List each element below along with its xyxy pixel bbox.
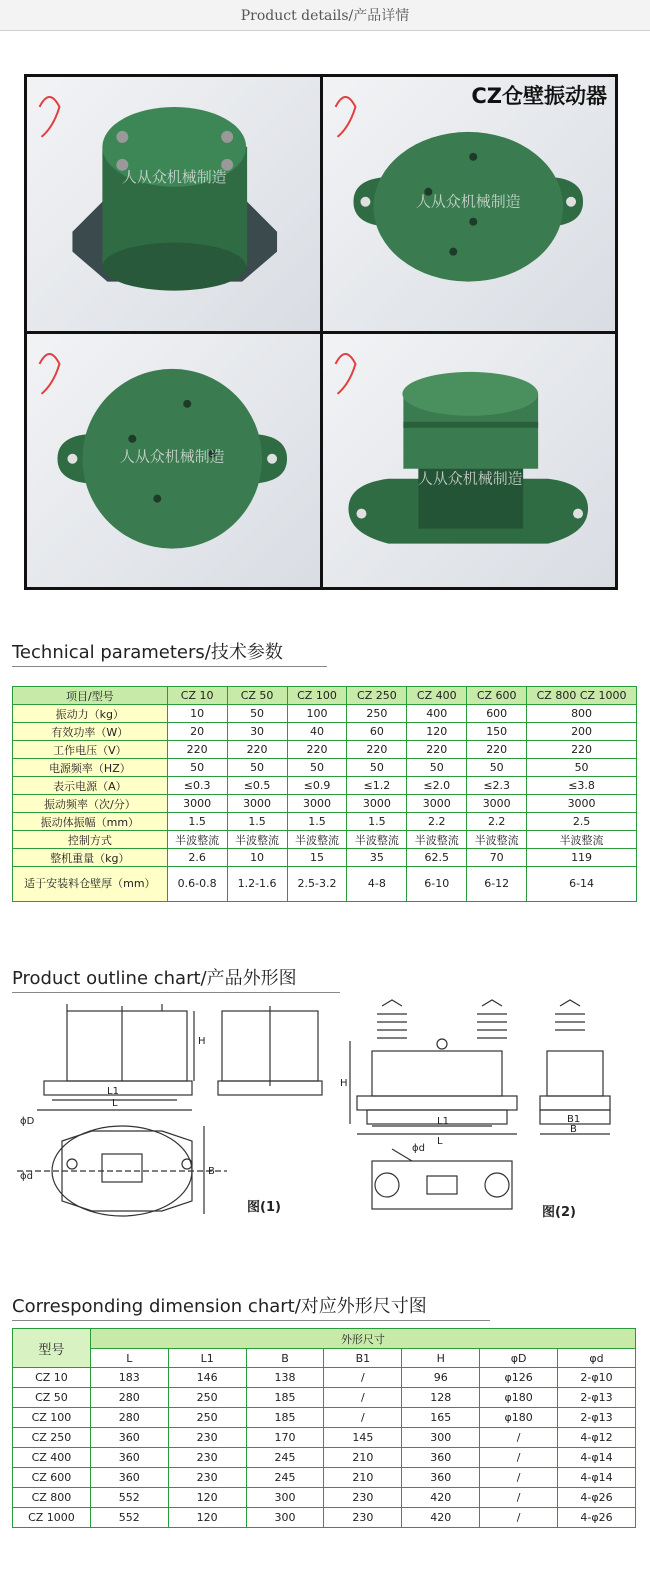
product-photo-2[interactable] [323,77,616,331]
label-L1: L1 [107,1086,119,1097]
dim-value: 4-φ12 [558,1428,636,1448]
dim-col-header: H [402,1349,480,1368]
param-value: 2.2 [467,813,527,831]
device-image-dome-angle [27,334,320,588]
param-value: 50 [467,759,527,777]
label-B-fig2: B [570,1124,577,1135]
product-photo-4[interactable] [323,334,616,588]
dims-header-row [13,1329,636,1349]
param-value: 120 [407,723,467,741]
label-H-fig2: H [340,1078,348,1089]
dim-value: 420 [402,1508,480,1528]
dim-value: 185 [246,1388,324,1408]
figure-1-caption: 图(1) [247,1200,281,1215]
svg-text:人从众机械制造: 人从众机械制造 [417,469,523,488]
table-row [13,759,637,777]
table-row [13,867,637,902]
label-phiD: ϕD [20,1116,35,1127]
dim-col-header: φD [480,1349,558,1368]
outline-drawing [12,996,638,1232]
param-label: 适于安装料仓壁厚（mm） [13,867,168,902]
params-header-cell: CZ 800 CZ 1000 [527,687,637,705]
dim-value: 210 [324,1468,402,1488]
params-header-cell: CZ 10 [167,687,227,705]
param-value: 半波整流 [527,831,637,849]
table-row [13,741,637,759]
dim-model: CZ 600 [13,1468,91,1488]
heading-underline [12,992,340,993]
param-value: 2.5-3.2 [287,867,347,902]
svg-text:人从众机械制造: 人从众机械制造 [119,447,225,466]
dim-col-header: L1 [168,1349,246,1368]
dim-value: φ180 [480,1388,558,1408]
param-label: 表示电源（A） [13,777,168,795]
param-label: 振动力（kg） [13,705,168,723]
param-value: 15 [287,849,347,867]
dim-value: 250 [168,1388,246,1408]
page-title: Product details/产品详情 [240,8,410,24]
param-value: 220 [287,741,347,759]
label-L: L [112,1098,118,1109]
dim-col-header: φd [558,1349,636,1368]
param-label: 电源频率（HZ） [13,759,168,777]
param-value: 半波整流 [347,831,407,849]
svg-text:人从众机械制造: 人从众机械制造 [415,192,521,211]
dim-value: 170 [246,1428,324,1448]
dim-value: 552 [90,1488,168,1508]
param-value: 220 [467,741,527,759]
dim-value: 210 [324,1448,402,1468]
outline-svg [12,996,638,1232]
param-value: 1.2-1.6 [227,867,287,902]
param-value: 3000 [467,795,527,813]
dim-value: 4-φ26 [558,1508,636,1528]
technical-parameters-heading: Technical parameters/技术参数 [12,638,327,667]
param-value: ≤0.5 [227,777,287,795]
param-value: 600 [467,705,527,723]
param-value: 0.6-0.8 [167,867,227,902]
figure-2-caption: 图(2) [542,1205,576,1220]
dim-model: CZ 250 [13,1428,91,1448]
param-value: 30 [227,723,287,741]
dim-value: 245 [246,1448,324,1468]
dim-value: 300 [246,1488,324,1508]
dim-model: CZ 10 [13,1368,91,1388]
param-value: 400 [407,705,467,723]
dim-value: / [324,1408,402,1428]
heading-underline [12,666,327,667]
table-row [13,777,637,795]
param-value: 62.5 [407,849,467,867]
dim-value: 128 [402,1388,480,1408]
dim-value: 552 [90,1508,168,1528]
dim-value: 2-φ10 [558,1368,636,1388]
model-header: 型号 [13,1329,91,1368]
dim-value: φ126 [480,1368,558,1388]
params-header-cell: CZ 250 [347,687,407,705]
table-row [13,1488,636,1508]
table-row [13,1388,636,1408]
dim-value: 360 [90,1468,168,1488]
param-value: 35 [347,849,407,867]
label-B1: B1 [567,1114,581,1125]
device-image-side [323,334,616,588]
dim-value: / [324,1388,402,1408]
dim-value: 360 [402,1468,480,1488]
dim-value: 420 [402,1488,480,1508]
table-row [13,1408,636,1428]
technical-parameters-table [12,686,637,902]
dim-model: CZ 50 [13,1388,91,1408]
param-value: 200 [527,723,637,741]
param-value: 250 [347,705,407,723]
param-value: 800 [527,705,637,723]
dimension-table [12,1328,636,1528]
param-value: 40 [287,723,347,741]
outer-dimensions-header: 外形尺寸 [90,1329,635,1349]
table-row [13,795,637,813]
dim-value: 360 [90,1448,168,1468]
dim-value: 280 [90,1408,168,1428]
param-value: 4-8 [347,867,407,902]
label-B: B [208,1166,215,1177]
param-value: 6-12 [467,867,527,902]
dim-value: 4-φ26 [558,1488,636,1508]
dim-value: 146 [168,1368,246,1388]
dim-value: 185 [246,1408,324,1428]
table-row [13,705,637,723]
param-value: 119 [527,849,637,867]
param-value: 220 [167,741,227,759]
param-value: 100 [287,705,347,723]
label-L-fig2: L [437,1136,443,1147]
dim-value: 250 [168,1408,246,1428]
param-label: 有效功率（W） [13,723,168,741]
param-value: 50 [287,759,347,777]
table-row [13,1368,636,1388]
param-value: ≤0.9 [287,777,347,795]
svg-text:人从众机械制造: 人从众机械制造 [121,167,227,186]
param-value: 10 [167,705,227,723]
param-label: 振动频率（次/分） [13,795,168,813]
params-header-row [13,687,637,705]
top-bar [0,0,650,31]
heading-underline [12,1320,490,1321]
param-value: 1.5 [347,813,407,831]
label-H: H [198,1036,206,1047]
dim-value: 96 [402,1368,480,1388]
param-value: 1.5 [227,813,287,831]
dim-value: / [480,1428,558,1448]
table-row [13,1468,636,1488]
param-value: 2.2 [407,813,467,831]
param-value: 150 [467,723,527,741]
dim-value: 360 [402,1448,480,1468]
param-value: 1.5 [287,813,347,831]
param-value: 1.5 [167,813,227,831]
dim-col-header: B [246,1349,324,1368]
param-value: 6-14 [527,867,637,902]
param-value: 半波整流 [287,831,347,849]
product-photo-1[interactable] [27,77,320,331]
param-value: 3000 [287,795,347,813]
table-row [13,1508,636,1528]
param-value: 50 [347,759,407,777]
dim-value: 300 [402,1428,480,1448]
product-photo-3[interactable] [27,334,320,588]
label-phid-fig2: ϕd [412,1143,425,1154]
param-value: 3000 [227,795,287,813]
dim-value: 280 [90,1388,168,1408]
params-header-cell: 项目/型号 [13,687,168,705]
dim-value: 2-φ13 [558,1408,636,1428]
dim-col-header: B1 [324,1349,402,1368]
dim-value: φ180 [480,1408,558,1428]
param-value: 10 [227,849,287,867]
dim-value: 230 [168,1468,246,1488]
dim-value: 2-φ13 [558,1388,636,1408]
params-header-cell: CZ 100 [287,687,347,705]
dim-value: 120 [168,1508,246,1528]
param-label: 控制方式 [13,831,168,849]
param-value: 3000 [347,795,407,813]
param-value: 50 [227,705,287,723]
dim-value: / [480,1468,558,1488]
dim-value: 4-φ14 [558,1448,636,1468]
param-value: 6-10 [407,867,467,902]
param-value: ≤2.3 [467,777,527,795]
param-value: 3000 [407,795,467,813]
param-value: 2.5 [527,813,637,831]
dim-model: CZ 400 [13,1448,91,1468]
param-value: 220 [227,741,287,759]
param-value: 50 [167,759,227,777]
param-label: 工作电压（V） [13,741,168,759]
table-row [13,723,637,741]
param-label: 整机重量（kg） [13,849,168,867]
dims-subheader-row [13,1349,636,1368]
param-value: 20 [167,723,227,741]
gallery-title: CZ仓壁振动器 [471,84,607,108]
param-value: 50 [227,759,287,777]
dim-value: 230 [324,1508,402,1528]
dim-value: 300 [246,1508,324,1528]
outline-chart-heading: Product outline chart/产品外形图 [12,964,340,993]
dim-model: CZ 800 [13,1488,91,1508]
label-L1-fig2: L1 [437,1116,449,1127]
dim-col-header: L [90,1349,168,1368]
dim-model: CZ 1000 [13,1508,91,1528]
table-row [13,1428,636,1448]
param-value: 3000 [167,795,227,813]
dim-value: / [480,1508,558,1528]
dim-value: 183 [90,1368,168,1388]
device-image-cylinder [27,77,320,331]
param-value: 220 [407,741,467,759]
dim-value: / [324,1368,402,1388]
params-header-cell: CZ 50 [227,687,287,705]
param-value: 60 [347,723,407,741]
dim-value: / [480,1448,558,1468]
param-value: 2.6 [167,849,227,867]
param-value: ≤2.0 [407,777,467,795]
param-value: ≤1.2 [347,777,407,795]
param-value: ≤3.8 [527,777,637,795]
dim-value: 138 [246,1368,324,1388]
device-image-dome [323,77,616,331]
param-label: 振动体振幅（mm） [13,813,168,831]
param-value: 50 [527,759,637,777]
param-value: 220 [347,741,407,759]
dim-value: / [480,1488,558,1508]
param-value: 半波整流 [227,831,287,849]
param-value: ≤0.3 [167,777,227,795]
dimension-chart-heading: Corresponding dimension chart/对应外形尺寸图 [12,1292,490,1321]
table-row [13,831,637,849]
params-header-cell: CZ 400 [407,687,467,705]
dim-value: 230 [168,1448,246,1468]
params-header-cell: CZ 600 [467,687,527,705]
param-value: 50 [407,759,467,777]
dim-value: 120 [168,1488,246,1508]
product-gallery [24,74,618,590]
table-row [13,813,637,831]
param-value: 70 [467,849,527,867]
dim-value: 165 [402,1408,480,1428]
dim-model: CZ 100 [13,1408,91,1428]
param-value: 半波整流 [407,831,467,849]
param-value: 220 [527,741,637,759]
dim-value: 4-φ14 [558,1468,636,1488]
table-row [13,1448,636,1468]
param-value: 3000 [527,795,637,813]
dim-value: 230 [168,1428,246,1448]
dim-value: 230 [324,1488,402,1508]
dim-value: 360 [90,1428,168,1448]
table-row [13,849,637,867]
dim-value: 145 [324,1428,402,1448]
label-phid: ϕd [20,1171,33,1182]
param-value: 半波整流 [467,831,527,849]
dim-value: 245 [246,1468,324,1488]
param-value: 半波整流 [167,831,227,849]
